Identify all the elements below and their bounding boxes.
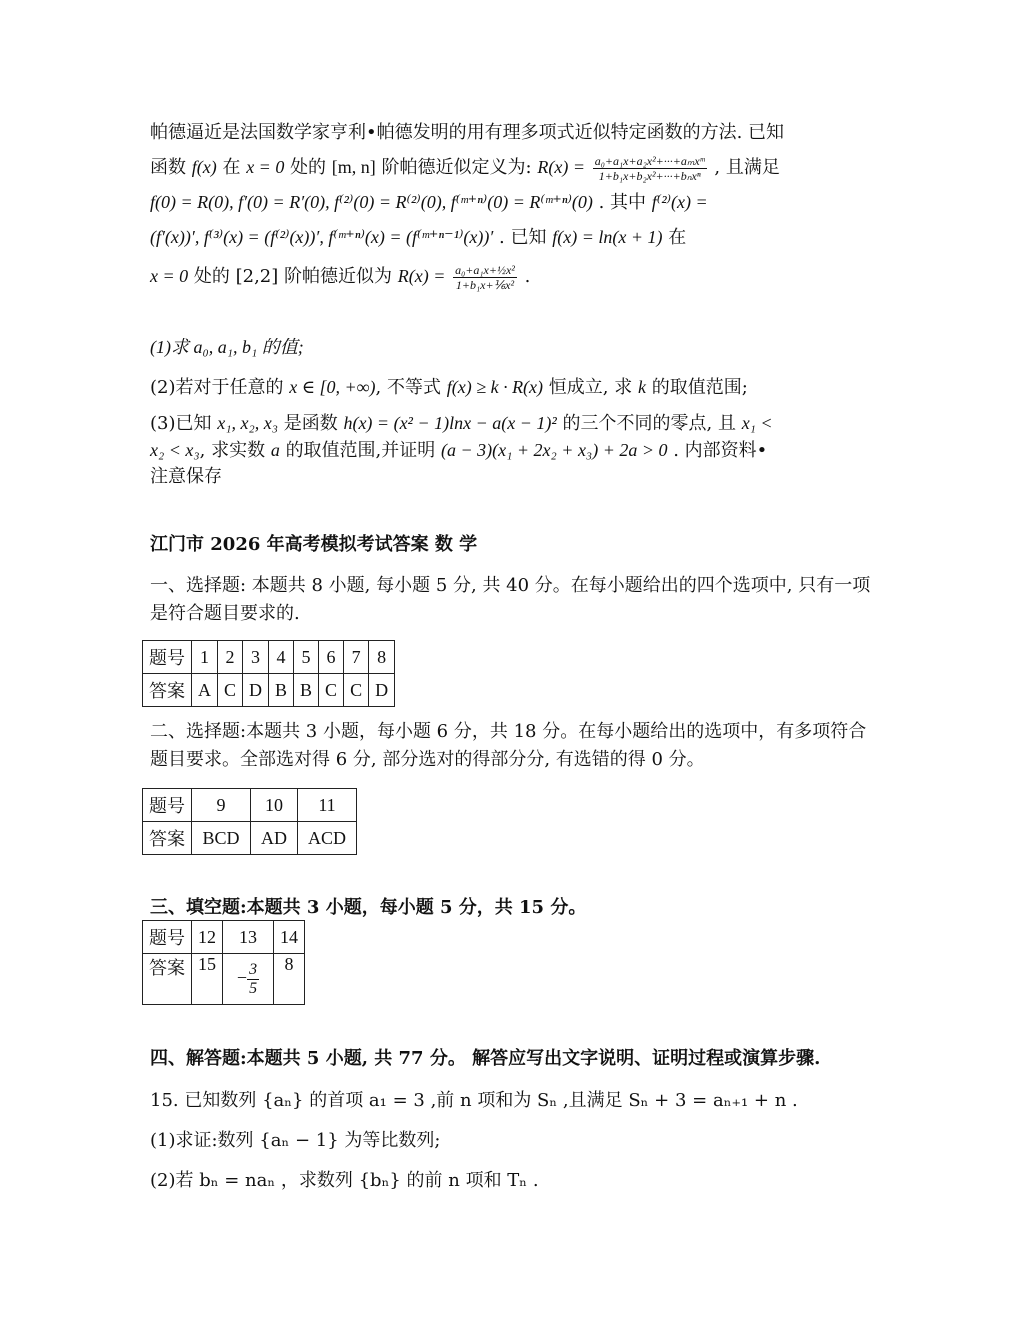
table-row: 题号 1 2 3 4 5 6 7 8 [143,641,395,674]
question-1: (1)求 a₀, a₁, b₁ 的值; [150,337,304,357]
table-row: 答案 A C D B B C C D [143,674,395,707]
intro-line-2: 函数 f(x) 在 x = 0 处的 [m, n] 阶帕德近似定义为: R(x) = $\frac{\text{a₀+a₁x+a₂x²+···+aₘxᵐ}}{\text{1+b₁x+b₂x²+···+bₙxⁿ}}$ , 且满足 [150,153,780,183]
intro-line-4: (f′(x))′, f⁽³⁾(x) = (f⁽²⁾(x))′, f⁽ᵐ⁺ⁿ⁾(x) = (f⁽ᵐ⁺ⁿ⁻¹⁾(x))′ . 已知 f(x) = ln(x + 1) 在 [150,227,687,248]
section2-desc: 二、选择题:本题共 3 小题，每小题 6 分，共 18 分。在每小题给出的选项中，有多项符合题目要求。全部选对得 6 分, 部分选对的得部分分, 有选错的得 0 分。 [150,721,867,770]
question-15: 15. 已知数列 {aₙ} 的首项 a₁ = 3 ,前 n 项和为 Sₙ ,且满足 Sₙ + 3 = aₙ₊₁ + n . [150,1090,798,1111]
question-15-part-1: (1)求证:数列 {aₙ − 1} 为等比数列; [150,1130,441,1151]
problem-intro [150,116,880,298]
table-row: 题号 12 13 14 [143,921,305,954]
section3-title: 三、填空题:本题共 3 小题，每小题 5 分，共 15 分。 [150,897,587,918]
table-row: 答案 BCD AD ACD [143,822,357,855]
pade-approx-fraction: $\frac{\text{a₀+a₁x+½x²}}{\text{1+b₁x+⅙x²}}$ [455,262,515,292]
answer-title: 江门市 2026 年高考模拟考试答案 数 学 [150,534,478,555]
answer-13-fraction: − $\frac{3}{5}$ [223,954,274,1005]
pade-definition-fraction: $\frac{\text{a₀+a₁x+a₂x²+···+aₘxᵐ}}{\text{1+b₁x+b₂x²+···+bₙxⁿ}}$ [594,153,705,183]
section2-answer-table [142,788,357,855]
intro-line-1: 帕德逼近是法国数学家亨利•帕德发明的用有理多项式近似特定函数的方法. 已知 [150,122,785,143]
intro-line-5: x = 0 处的 [2,2] 阶帕德近似为 R(x) = $\frac{\text{a₀+a₁x+½x²}}{\text{1+b₁x+⅙x²}}$ . [150,262,531,292]
table-row: 答案 15 − $\frac{3}{5}$ 8 [143,954,305,1005]
question-15-part-2: (2)若 bₙ = naₙ ，求数列 {bₙ} 的前 n 项和 Tₙ . [150,1170,539,1191]
section1-answer-table [142,640,395,707]
question-3: (3)已知 x₁, x₂, x₃ 是函数 h(x) = (x² − 1)lnx − a(x − 1)² 的三个不同的零点, 且 x₁ < x₂ < x₃, 求实数 a 的取值范围,并证明 (a − 3)(x₁ + 2x₂ + x₃) + 2a > 0 . 内部资料• 注意保存 [150,413,773,487]
question-2: (2)若对于任意的 x ∈ [0, +∞), 不等式 f(x) ≥ k · R(x) 恒成立, 求 k 的取值范围; [150,377,748,398]
section1-desc: 一、选择题: 本题共 8 小题, 每小题 5 分, 共 40 分。在每小题给出的四个选项中, 只有一项是符合题目要求的. [150,575,871,624]
section3-answer-table [142,920,305,1005]
table-row: 题号 9 10 11 [143,789,357,822]
section4-title: 四、解答题:本题共 5 小题, 共 77 分。 解答应写出文字说明、证明过程或演算步骤. [150,1048,821,1069]
intro-line-3: f(0) = R(0), f′(0) = R′(0), f⁽²⁾(0) = R⁽²⁾(0), f⁽ᵐ⁺ⁿ⁾(0) = R⁽ᵐ⁺ⁿ⁾(0) . 其中 f⁽²⁾(x) = [150,192,708,213]
